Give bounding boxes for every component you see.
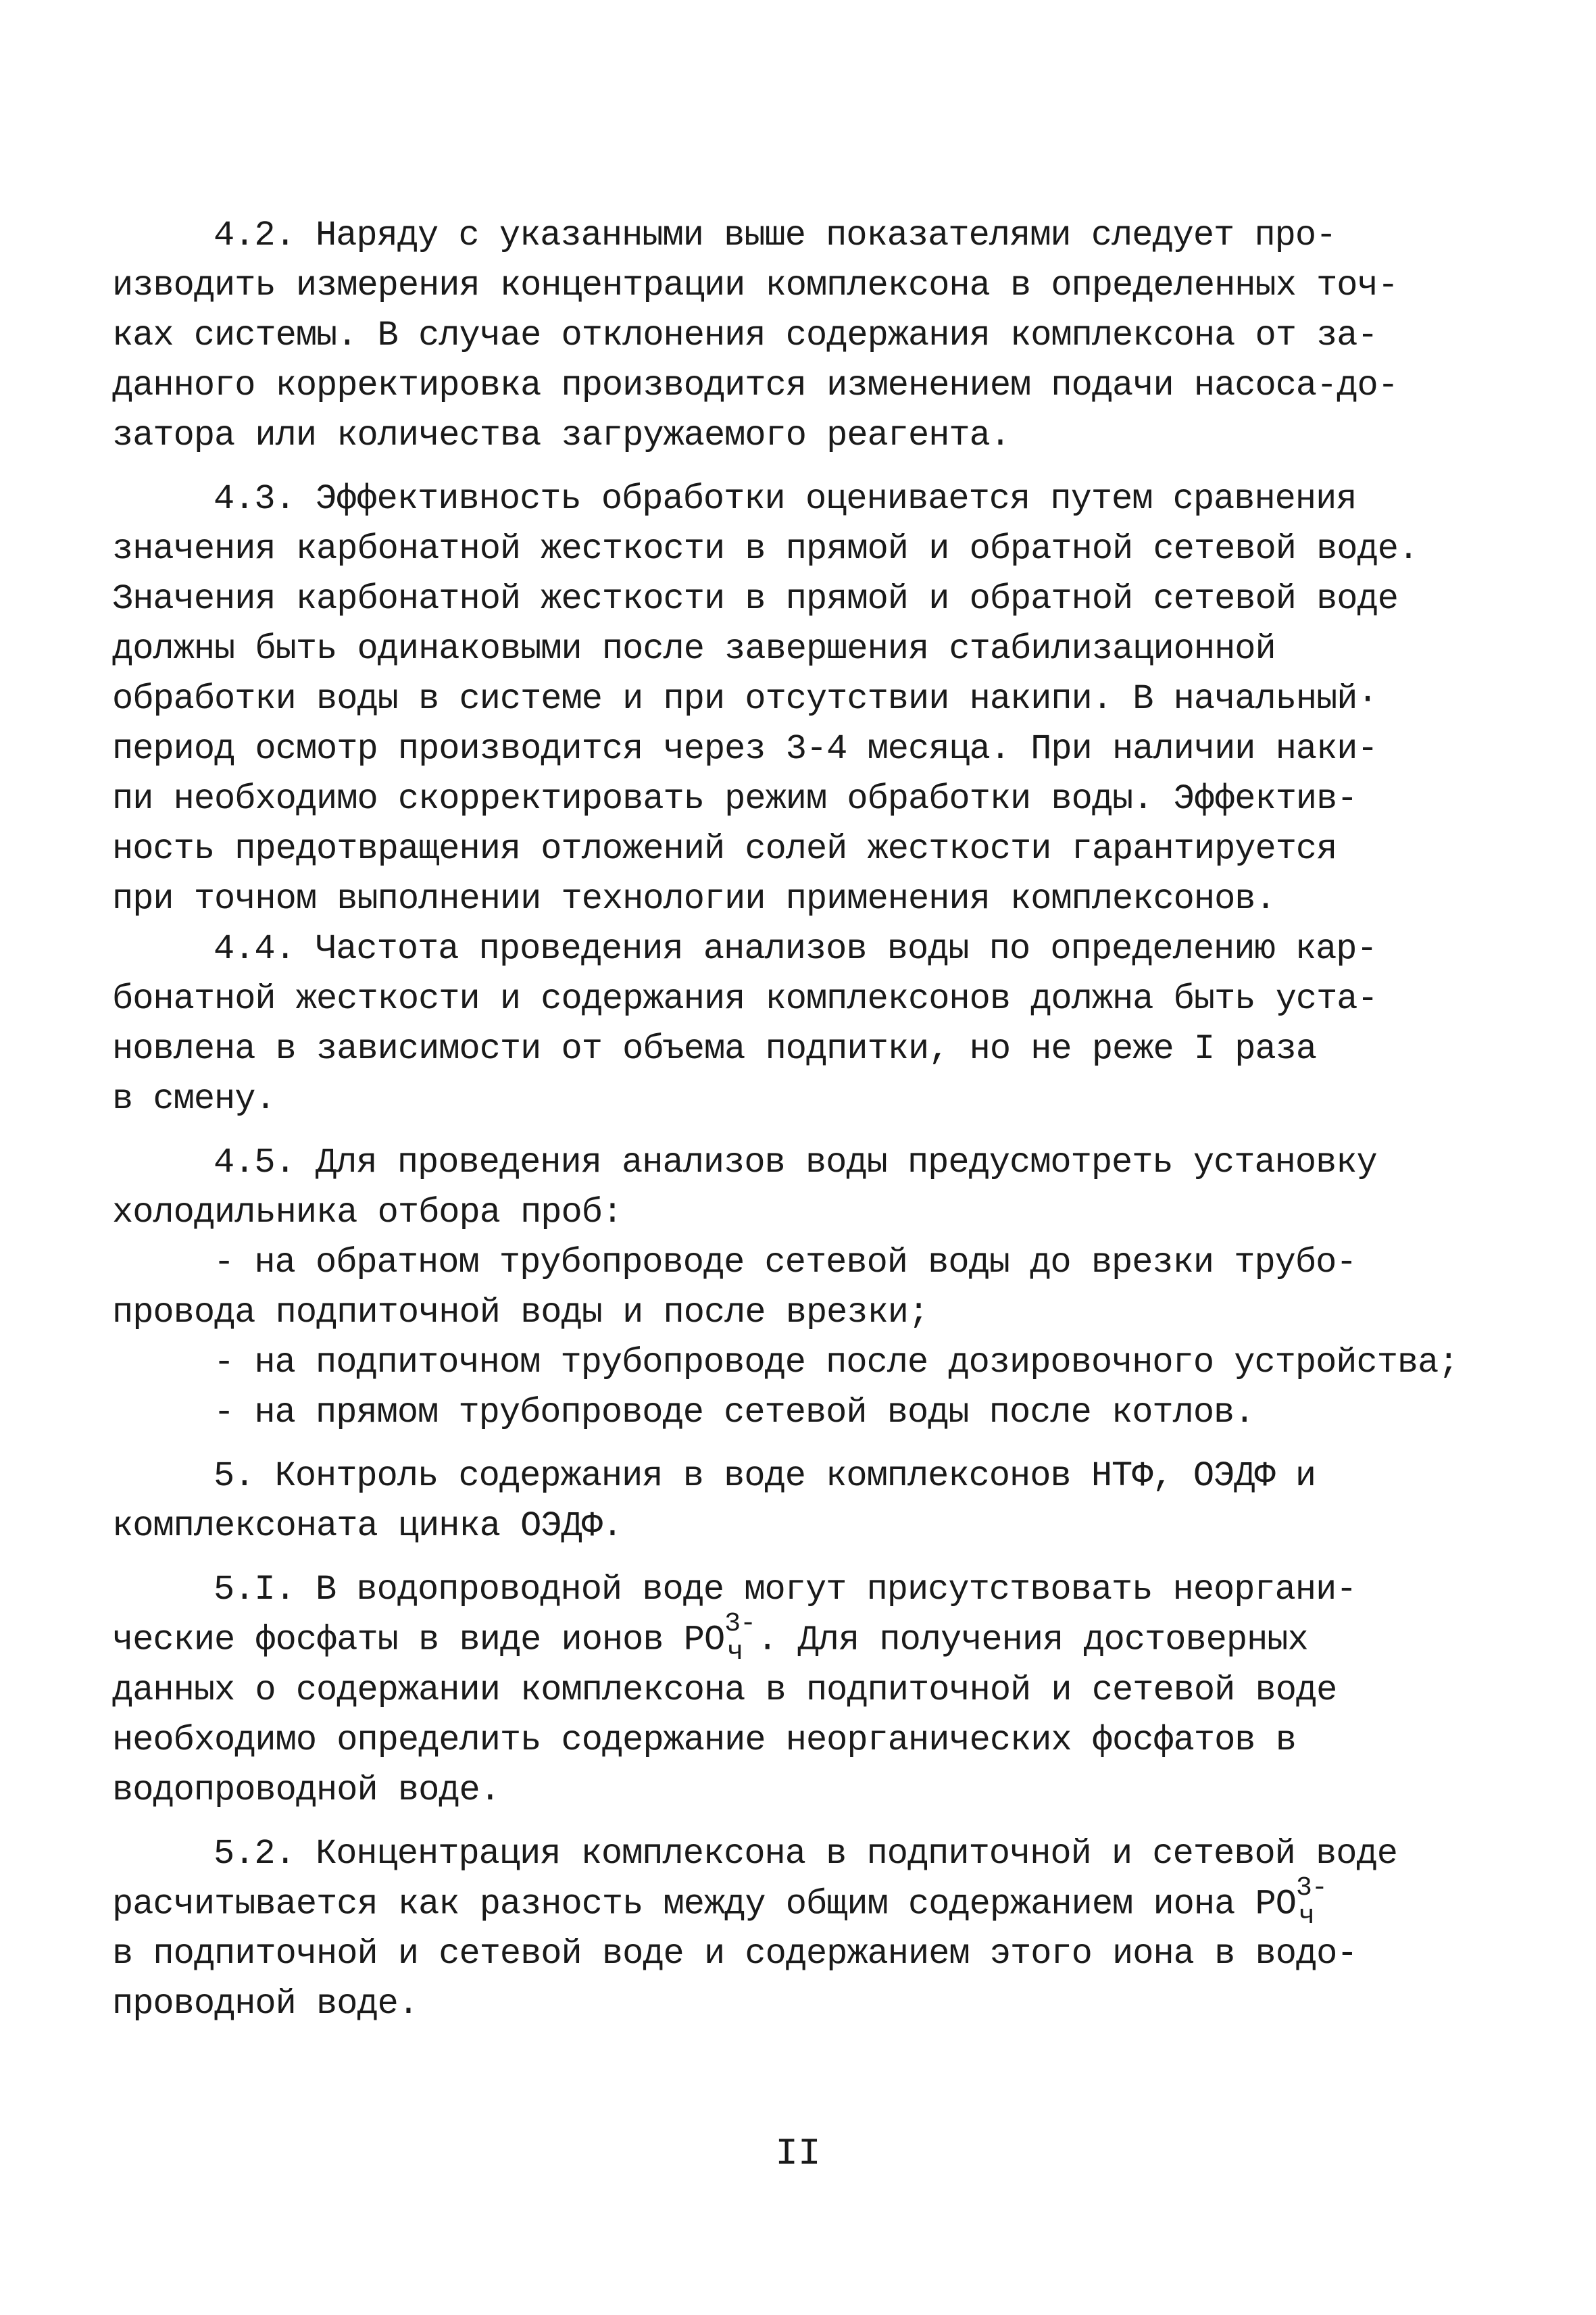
- paragraph-4-4: [112, 924, 1504, 1124]
- text-line: водопроводной воде.: [112, 1770, 500, 1810]
- text-line: проводной воде.: [112, 1984, 419, 2024]
- ion-charge-formula: [1295, 1872, 1328, 1932]
- text-line: бонатной жесткости и содержания комплексонов должна быть уста-: [112, 979, 1378, 1019]
- text-line: пи необходимо скорректировать режим обработки воды. Эффектив-: [112, 779, 1357, 819]
- text-line: 4.4. Частота проведения анализов воды по определению кар-: [214, 929, 1377, 969]
- body-text: [112, 211, 1504, 2029]
- text-line: данных о содержании комплексона в подпиточной и сетевой воде: [112, 1670, 1337, 1710]
- text-line: 4.5. Для проведения анализов воды предусмотреть установку: [214, 1143, 1377, 1183]
- paragraph-5-1: [112, 1565, 1504, 1816]
- ion-charge-formula: [724, 1609, 757, 1668]
- list-item: - на обратном трубопроводе сетевой воды до врезки трубо-: [214, 1243, 1357, 1283]
- text-line: период осмотр производится через 3-4 месяца. При наличии наки-: [112, 729, 1378, 769]
- text-fragment: расчитывается как разность между общим содержанием иона РО: [112, 1884, 1296, 1924]
- list-item: - на подпиточном трубопроводе после дозировочного устройства;: [214, 1343, 1459, 1383]
- text-line: 5.I. В водопроводной воде могут присутствовать неоргани-: [214, 1570, 1357, 1610]
- superscript: 3-: [1295, 1872, 1327, 1903]
- text-line: новлена в зависимости от объема подпитки, но не реже I раза: [112, 1029, 1317, 1069]
- text-line: Значения карбонатной жесткости в прямой и обратной сетевой воде: [112, 579, 1398, 619]
- text-fragment: ческие фосфаты в виде ионов РО: [112, 1620, 725, 1660]
- text-line: значения карбонатной жесткости в прямой и обратной сетевой воде.: [112, 529, 1419, 569]
- text-line: обработки воды в системе и при отсутствии накипи. В начальный·: [112, 679, 1378, 719]
- text-line: 5.2. Концентрация комплексона в подпиточной и сетевой воде: [214, 1833, 1397, 1874]
- paragraph-4-3: [112, 474, 1504, 924]
- text-line: 4.2. Наряду с указанными выше показателями следует про-: [214, 216, 1337, 255]
- text-line: при точном выполнении технологии применения комплексонов.: [112, 879, 1276, 919]
- page-number: II: [775, 2132, 821, 2175]
- text-line: холодильника отбора проб:: [112, 1193, 623, 1233]
- text-line: необходимо определить содержание неорганических фосфатов в: [112, 1720, 1296, 1760]
- text-line-with-formula: [112, 1872, 1504, 1932]
- text-line: 5. Контроль содержания в воде комплексонов НТФ, ОЭДФ и: [214, 1456, 1316, 1496]
- text-line: в подпиточной и сетевой воде и содержанием этого иона в водо-: [112, 1934, 1357, 1974]
- subscript: ч: [727, 1637, 743, 1668]
- text-line: изводить измерения концентрации комплексона в определенных точ-: [112, 266, 1398, 305]
- paragraph-4-5: [112, 1138, 1504, 1438]
- text-line: затора или количества загружаемого реагента.: [112, 416, 1011, 455]
- text-line: ность предотвращения отложений солей жесткости гарантируется: [112, 829, 1337, 869]
- subscript: ч: [1298, 1901, 1314, 1932]
- list-item: - на прямом трубопроводе сетевой воды после котлов.: [214, 1393, 1255, 1433]
- text-line-with-formula: [112, 1609, 1504, 1668]
- text-line: комплексоната цинка ОЭДФ.: [112, 1506, 623, 1546]
- text-line: ках системы. В случае отклонения содержания комплексона от за-: [112, 316, 1378, 355]
- text-line: должны быть одинаковыми после завершения стабилизационной: [112, 629, 1276, 669]
- text-line: в смену.: [112, 1079, 276, 1119]
- list-item-continuation: провода подпиточной воды и после врезки;: [112, 1293, 929, 1333]
- superscript: 3-: [724, 1609, 756, 1639]
- paragraph-5-2: [112, 1829, 1504, 2030]
- paragraph-4-2: [112, 211, 1504, 461]
- text-line: данного корректировка производится изменением подачи насоса-до-: [112, 366, 1398, 405]
- text-line: 4.3. Эффективность обработки оценивается путем сравнения: [214, 479, 1357, 519]
- paragraph-5: [112, 1451, 1504, 1551]
- text-fragment: . Для получения достоверных: [757, 1620, 1308, 1660]
